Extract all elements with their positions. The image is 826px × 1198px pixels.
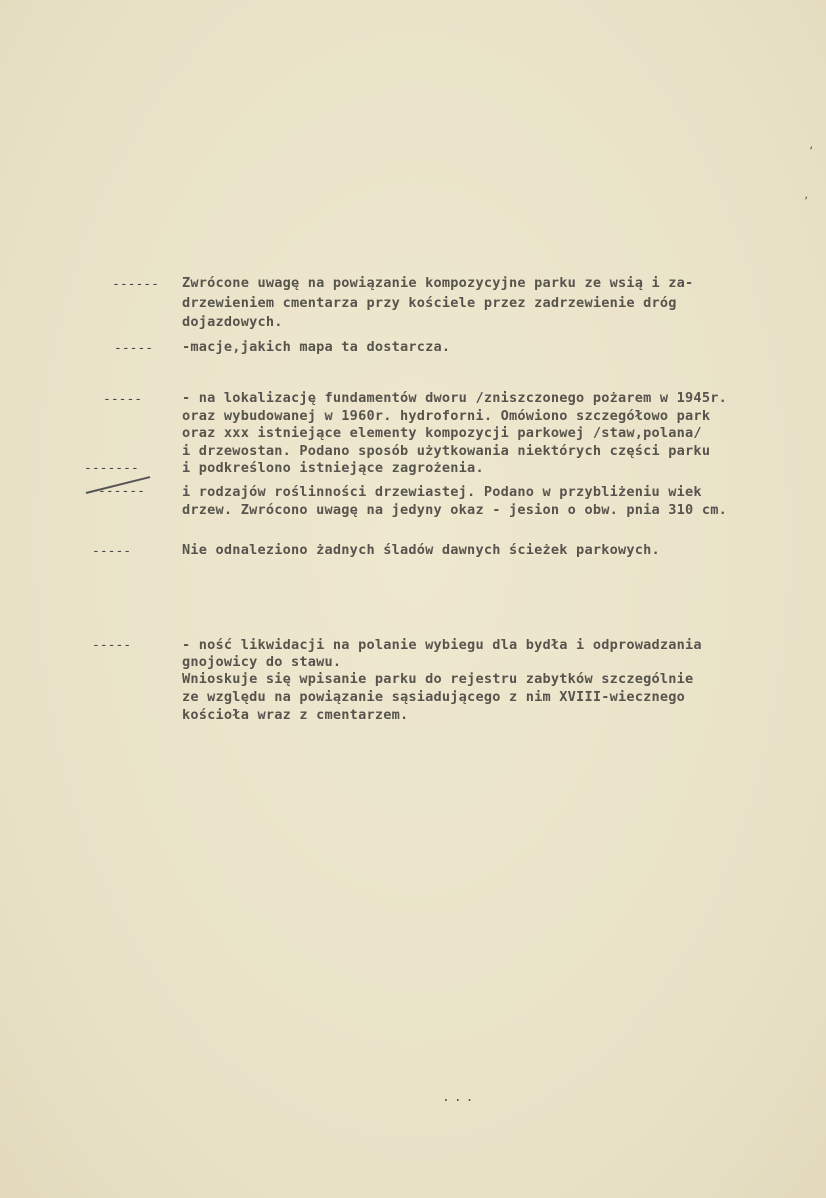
text-line: oraz xxx istniejące elementy kompozycji parkowej /staw,polana/ (182, 425, 702, 441)
text-line: gnojowicy do stawu. (182, 654, 342, 670)
text-line: Zwrócone uwagę na powiązanie kompozycyjne parku ze wsią i za- (182, 275, 694, 291)
dash-marker: ------ (98, 484, 145, 499)
page-ellipsis: ... (442, 1090, 478, 1105)
text-line: - na lokalizację fundamentów dworu /zniszczonego pożarem w 1945r. (182, 390, 727, 406)
text-line: drzewieniem cmentarza przy kościele przez zadrzewienie dróg (182, 295, 677, 311)
dash-marker: ------ (112, 277, 159, 292)
text-line: ze względu na powiązanie sąsiadującego z nim XVIII-wiecznego (182, 689, 686, 705)
text-line: - ność likwidacji na polanie wybiegu dla bydła i odprowadzania (182, 637, 702, 653)
dash-marker: ----- (103, 392, 143, 407)
text-line: drzew. Zwrócono uwagę na jedyny okaz - jesion o obw. pnia 310 cm. (182, 502, 727, 518)
text-line: oraz wybudowanej w 1960r. hydroforni. Omówiono szczegółowo park (182, 408, 711, 424)
text-line: dojazdowych. (182, 314, 283, 330)
dash-marker: ----- (114, 341, 154, 356)
dash-marker: ----- (92, 544, 132, 559)
dash-marker: ----- (92, 638, 132, 653)
margin-speck: ʼ (803, 196, 810, 207)
text-line: i rodzajów roślinności drzewiastej. Podano w przybliżeniu wiek (182, 484, 702, 500)
text-line: kościoła wraz z cmentarzem. (182, 707, 409, 723)
dash-marker: ------- (84, 461, 139, 476)
margin-speck: ʼ (808, 146, 815, 157)
text-line: Nie odnaleziono żadnych śladów dawnych ścieżek parkowych. (182, 542, 660, 558)
text-line: i drzewostan. Podano sposób użytkowania niektórych części parku (182, 443, 711, 459)
text-line: -macje,jakich mapa ta dostarcza. (182, 339, 451, 355)
text-line: i podkreślono istniejące zagrożenia. (182, 460, 484, 476)
text-line: Wnioskuje się wpisanie parku do rejestru zabytków szczególnie (182, 671, 694, 687)
